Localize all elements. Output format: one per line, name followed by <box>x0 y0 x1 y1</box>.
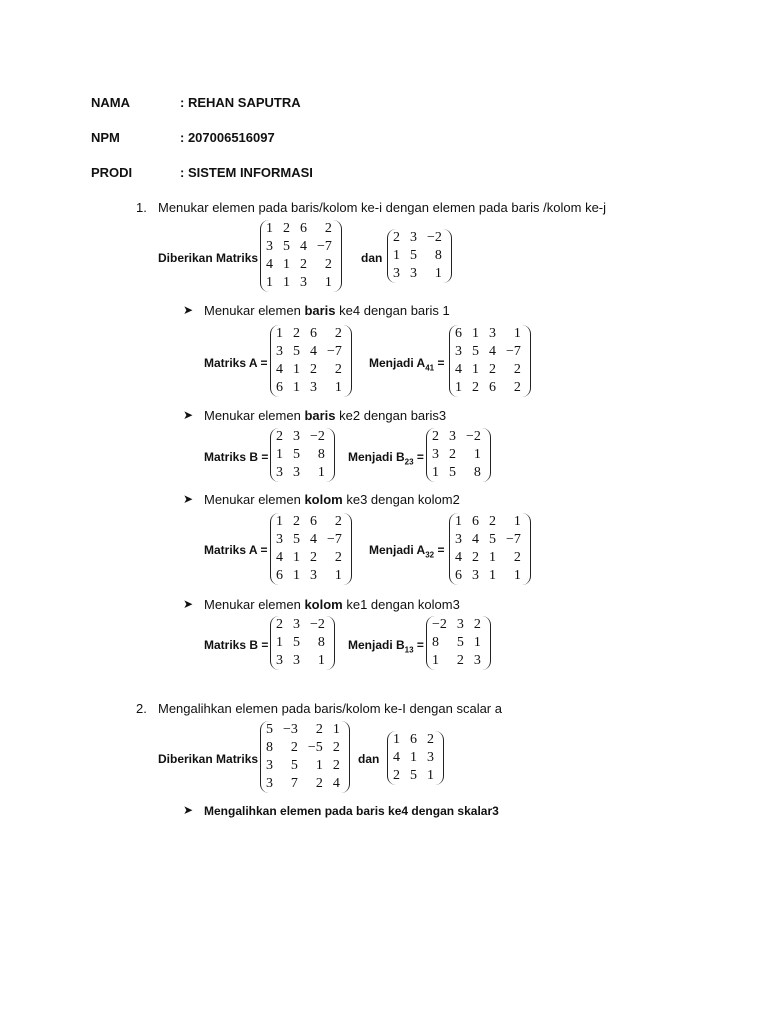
matrix-cell: 4 <box>266 257 273 272</box>
arrowhead-bullet-icon: ➤ <box>183 803 194 817</box>
matrix-row <box>392 749 439 767</box>
matrix-cell: 2 <box>293 326 300 341</box>
matrix-cell: 5 <box>283 239 290 254</box>
matrix-cell: 4 <box>310 344 317 359</box>
npm-value: : 207006516097 <box>180 130 275 145</box>
matrix-cell: 3 <box>293 429 300 444</box>
matrix-cell: 5 <box>489 532 496 547</box>
matrix-cell: 8 <box>434 248 442 263</box>
matrix-row <box>275 567 347 585</box>
matrix-cell: 1 <box>293 380 300 395</box>
arrowhead-bullet-icon: ➤ <box>183 597 194 611</box>
section1-number: 1. <box>136 200 147 215</box>
item1-matrix-right <box>449 325 531 397</box>
matrix-cell: 3 <box>489 326 496 341</box>
matrix-row <box>392 247 447 265</box>
item4-matrix-left <box>270 616 335 670</box>
matrix-cell: 6 <box>410 732 417 747</box>
matrix-cell: 5 <box>293 532 300 547</box>
item2-matrix-right <box>426 428 491 482</box>
matrix-row <box>454 531 526 549</box>
section2-dan: dan <box>358 752 380 766</box>
matrix-cell: 2 <box>449 447 456 462</box>
matrix-row <box>265 757 345 775</box>
matrix-cell: 3 <box>455 532 462 547</box>
matrix-cell: 2 <box>513 362 521 377</box>
matrix-row <box>431 634 486 652</box>
matrix-row <box>431 446 486 464</box>
matrix-cell: 1 <box>317 653 325 668</box>
matrix-row <box>275 343 347 361</box>
npm-label: NPM <box>91 130 120 145</box>
section1-given-label: Diberikan Matriks <box>158 251 259 265</box>
matrix-cell: 1 <box>513 568 521 583</box>
matrix-cell: 1 <box>334 568 342 583</box>
item1-left-label: Matriks A = <box>204 356 268 370</box>
item1-matrix-left <box>270 325 352 397</box>
nama-label: NAMA <box>91 95 130 110</box>
matrix-cell: 5 <box>456 635 464 650</box>
matrix-row <box>265 274 337 292</box>
matrix-cell: 1 <box>427 768 434 783</box>
matrix-cell: 1 <box>332 722 340 737</box>
matrix-cell: 4 <box>489 344 496 359</box>
matrix-cell: 1 <box>489 568 496 583</box>
matrix-cell: 8 <box>266 740 273 755</box>
item4-left-label: Matriks B = <box>204 638 269 652</box>
arrowhead-bullet-icon: ➤ <box>183 492 194 506</box>
matrix-cell: 3 <box>455 344 462 359</box>
matrix-cell: −7 <box>327 344 342 359</box>
matrix-cell: 3 <box>266 239 273 254</box>
matrix-cell: 2 <box>473 617 481 632</box>
matrix-cell: 4 <box>472 532 479 547</box>
item4-text: Menukar elemen kolom ke1 dengan kolom3 <box>204 597 460 612</box>
matrix-cell: 1 <box>434 266 442 281</box>
matrix-cell: 2 <box>310 550 317 565</box>
matrix-cell: 5 <box>449 465 456 480</box>
matrix-row <box>275 361 347 379</box>
matrix-cell: 6 <box>472 514 479 529</box>
matrix-cell: 2 <box>432 429 439 444</box>
matrix-cell: 3 <box>293 465 300 480</box>
matrix-cell: 5 <box>410 248 417 263</box>
item1-right-label: Menjadi $A_{41}$ = <box>369 356 445 373</box>
matrix-cell: 1 <box>293 362 300 377</box>
matrix-cell: 2 <box>300 257 307 272</box>
section2-matrix-B <box>387 731 444 785</box>
matrix-cell: −5 <box>307 740 323 755</box>
matrix-row <box>275 513 347 531</box>
matrix-cell: −2 <box>432 617 447 632</box>
matrix-cell: −2 <box>466 429 481 444</box>
matrix-cell: 3 <box>393 266 400 281</box>
matrix-cell: 2 <box>324 257 332 272</box>
matrix-cell: 5 <box>293 344 300 359</box>
matrix-cell: 5 <box>472 344 479 359</box>
matrix-cell: 2 <box>293 514 300 529</box>
matrix-cell: 6 <box>455 326 462 341</box>
matrix-cell: 1 <box>513 326 521 341</box>
matrix-row <box>265 256 337 274</box>
matrix-row <box>392 229 447 247</box>
matrix-cell: −2 <box>310 429 325 444</box>
matrix-cell: 3 <box>300 275 307 290</box>
matrix-cell: 4 <box>276 550 283 565</box>
matrix-row <box>431 428 486 446</box>
matrix-cell: 5 <box>410 768 417 783</box>
matrix-cell: 1 <box>472 326 479 341</box>
section1-matrix-B <box>387 229 452 283</box>
matrix-cell: 2 <box>427 732 434 747</box>
item4-right-label: Menjadi $B_{13}$ = <box>348 638 424 655</box>
nama-value: : REHAN SAPUTRA <box>180 95 301 110</box>
matrix-cell: 1 <box>276 326 283 341</box>
matrix-cell: 3 <box>410 266 417 281</box>
matrix-cell: 8 <box>473 465 481 480</box>
matrix-cell: 8 <box>317 447 325 462</box>
matrix-row <box>454 567 526 585</box>
matrix-cell: −2 <box>310 617 325 632</box>
matrix-row <box>392 767 439 785</box>
matrix-cell: 1 <box>283 257 290 272</box>
matrix-cell: 1 <box>266 221 273 236</box>
matrix-row <box>454 325 526 343</box>
matrix-cell: 1 <box>410 750 417 765</box>
matrix-cell: −7 <box>327 532 342 547</box>
matrix-cell: 5 <box>290 758 298 773</box>
matrix-cell: 1 <box>489 550 496 565</box>
matrix-cell: 2 <box>334 326 342 341</box>
matrix-cell: 3 <box>410 230 417 245</box>
matrix-cell: −7 <box>506 344 521 359</box>
item2-matrix-left <box>270 428 335 482</box>
item3-left-label: Matriks A = <box>204 543 268 557</box>
matrix-cell: 2 <box>332 758 340 773</box>
matrix-row <box>454 343 526 361</box>
matrix-cell: −3 <box>283 722 298 737</box>
matrix-cell: 2 <box>334 362 342 377</box>
matrix-cell: 6 <box>310 326 317 341</box>
matrix-cell: 2 <box>489 362 496 377</box>
matrix-cell: 4 <box>455 550 462 565</box>
section2-item-text: Mengalihkan elemen pada baris ke4 dengan skalar3 <box>204 804 499 818</box>
matrix-row <box>392 731 439 749</box>
matrix-cell: 1 <box>293 550 300 565</box>
section2-number: 2. <box>136 701 147 716</box>
matrix-cell: 3 <box>310 380 317 395</box>
matrix-cell: 8 <box>317 635 325 650</box>
matrix-cell: 2 <box>472 380 479 395</box>
matrix-row <box>275 428 330 446</box>
matrix-cell: 4 <box>300 239 307 254</box>
matrix-cell: 3 <box>276 653 283 668</box>
matrix-cell: 3 <box>276 344 283 359</box>
section2-title: Mengalihkan elemen pada baris/kolom ke-I dengan scalar a <box>158 701 502 716</box>
matrix-row <box>265 775 345 793</box>
matrix-row <box>454 549 526 567</box>
matrix-row <box>454 379 526 397</box>
matrix-cell: 2 <box>283 221 290 236</box>
matrix-row <box>431 464 486 482</box>
arrowhead-bullet-icon: ➤ <box>183 303 194 317</box>
item2-left-label: Matriks B = <box>204 450 269 464</box>
matrix-cell: 2 <box>310 362 317 377</box>
matrix-cell: 3 <box>473 653 481 668</box>
matrix-row <box>431 652 486 670</box>
matrix-cell: 1 <box>324 275 332 290</box>
matrix-row <box>275 446 330 464</box>
matrix-row <box>265 739 345 757</box>
item2-text: Menukar elemen baris ke2 dengan baris3 <box>204 408 447 423</box>
matrix-cell: 3 <box>427 750 434 765</box>
matrix-cell: 1 <box>393 732 400 747</box>
section1-title: Menukar elemen pada baris/kolom ke-i dengan elemen pada baris /kolom ke-j <box>158 200 607 215</box>
matrix-cell: 7 <box>290 776 298 791</box>
matrix-cell: 3 <box>293 617 300 632</box>
matrix-cell: 1 <box>455 380 462 395</box>
matrix-cell: 4 <box>276 362 283 377</box>
matrix-cell: 3 <box>472 568 479 583</box>
matrix-cell: 1 <box>283 275 290 290</box>
section2-given-label: Diberikan Matriks <box>158 752 259 766</box>
matrix-cell: 3 <box>449 429 456 444</box>
matrix-row <box>275 549 347 567</box>
matrix-cell: 2 <box>334 550 342 565</box>
matrix-cell: 5 <box>293 635 300 650</box>
matrix-cell: 2 <box>324 221 332 236</box>
matrix-row <box>431 616 486 634</box>
section1-dan: dan <box>361 251 383 265</box>
section2-matrix-A <box>260 721 350 793</box>
matrix-cell: 1 <box>317 465 325 480</box>
matrix-cell: 3 <box>266 776 273 791</box>
matrix-cell: −7 <box>506 532 521 547</box>
matrix-row <box>392 265 447 283</box>
matrix-cell: 2 <box>290 740 298 755</box>
matrix-cell: 1 <box>455 514 462 529</box>
prodi-label: PRODI <box>91 165 133 180</box>
matrix-row <box>275 379 347 397</box>
matrix-cell: 1 <box>276 514 283 529</box>
matrix-cell: 2 <box>513 550 521 565</box>
matrix-cell: 5 <box>266 722 273 737</box>
matrix-cell: 1 <box>315 758 323 773</box>
matrix-cell: 3 <box>293 653 300 668</box>
matrix-cell: 1 <box>472 362 479 377</box>
matrix-row <box>275 652 330 670</box>
matrix-cell: 2 <box>315 776 323 791</box>
matrix-cell: 5 <box>293 447 300 462</box>
matrix-cell: 4 <box>310 532 317 547</box>
matrix-cell: 3 <box>276 532 283 547</box>
matrix-cell: 6 <box>489 380 496 395</box>
matrix-cell: 2 <box>489 514 496 529</box>
matrix-row <box>275 634 330 652</box>
matrix-cell: 3 <box>276 465 283 480</box>
matrix-cell: 1 <box>334 380 342 395</box>
item1-text: Menukar elemen baris ke4 dengan baris 1 <box>204 303 450 318</box>
matrix-cell: 8 <box>432 635 439 650</box>
matrix-cell: 1 <box>513 514 521 529</box>
matrix-cell: 2 <box>276 429 283 444</box>
matrix-cell: 1 <box>393 248 400 263</box>
matrix-cell: 3 <box>456 617 464 632</box>
matrix-row <box>275 325 347 343</box>
matrix-cell: 4 <box>393 750 400 765</box>
matrix-cell: 1 <box>293 568 300 583</box>
matrix-cell: 2 <box>393 230 400 245</box>
matrix-cell: 3 <box>266 758 273 773</box>
matrix-cell: 6 <box>276 568 283 583</box>
item2-right-label: Menjadi $B_{23}$ = <box>348 450 424 467</box>
matrix-cell: 2 <box>456 653 464 668</box>
item3-right-label: Menjadi $A_{32}$ = <box>369 543 445 560</box>
matrix-cell: 2 <box>315 722 323 737</box>
matrix-cell: 1 <box>473 635 481 650</box>
matrix-cell: 2 <box>334 514 342 529</box>
prodi-value: : SISTEM INFORMASI <box>180 165 313 180</box>
matrix-cell: 1 <box>276 447 283 462</box>
matrix-cell: 2 <box>393 768 400 783</box>
matrix-cell: 1 <box>432 465 439 480</box>
matrix-cell: 6 <box>310 514 317 529</box>
matrix-cell: 1 <box>266 275 273 290</box>
matrix-row <box>454 361 526 379</box>
matrix-row <box>275 464 330 482</box>
matrix-cell: 6 <box>455 568 462 583</box>
matrix-row <box>265 721 345 739</box>
item3-text: Menukar elemen kolom ke3 dengan kolom2 <box>204 492 460 507</box>
matrix-cell: 4 <box>455 362 462 377</box>
matrix-cell: 6 <box>276 380 283 395</box>
matrix-row <box>275 531 347 549</box>
matrix-row <box>454 513 526 531</box>
matrix-cell: 2 <box>332 740 340 755</box>
item3-matrix-right <box>449 513 531 585</box>
matrix-cell: 1 <box>473 447 481 462</box>
matrix-cell: 1 <box>276 635 283 650</box>
matrix-row <box>275 616 330 634</box>
matrix-cell: −7 <box>317 239 332 254</box>
matrix-cell: 2 <box>513 380 521 395</box>
matrix-cell: 3 <box>310 568 317 583</box>
matrix-cell: −2 <box>427 230 442 245</box>
matrix-row <box>265 220 337 238</box>
item3-matrix-left <box>270 513 352 585</box>
matrix-cell: 3 <box>432 447 439 462</box>
matrix-cell: 2 <box>472 550 479 565</box>
matrix-row <box>265 238 337 256</box>
matrix-cell: 1 <box>432 653 439 668</box>
matrix-cell: 4 <box>332 776 340 791</box>
item4-matrix-right <box>426 616 491 670</box>
arrowhead-bullet-icon: ➤ <box>183 408 194 422</box>
matrix-cell: 6 <box>300 221 307 236</box>
matrix-cell: 2 <box>276 617 283 632</box>
section1-matrix-A <box>260 220 342 292</box>
